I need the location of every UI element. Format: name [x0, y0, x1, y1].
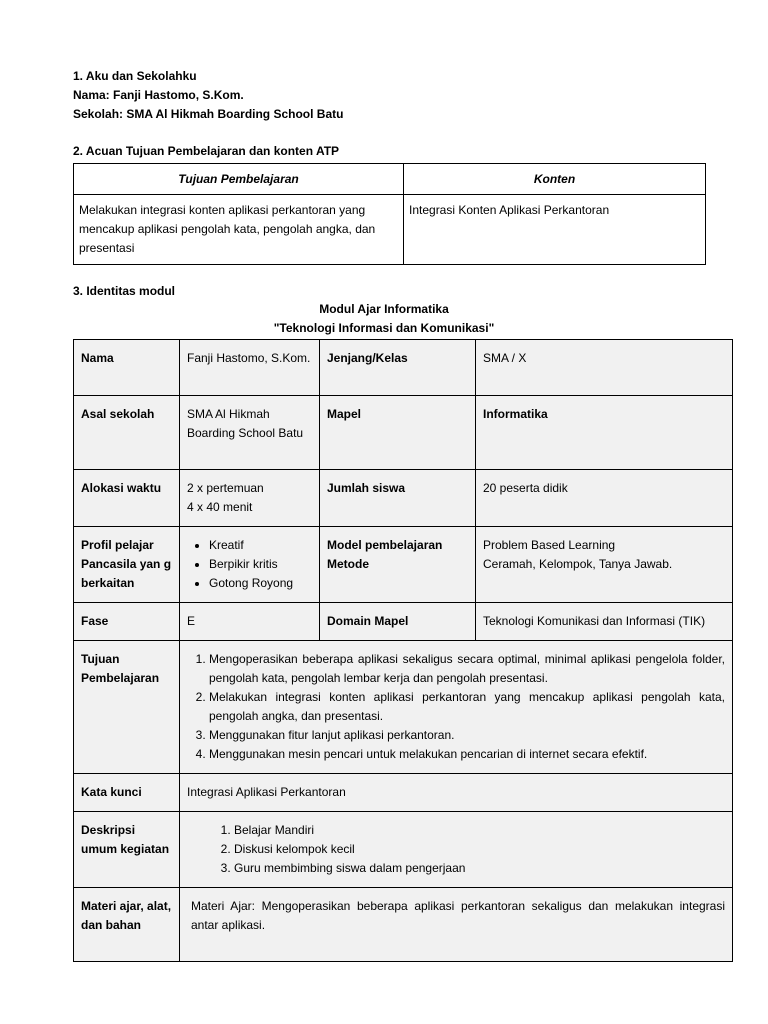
module-subtitle: "Teknologi Informasi dan Komunikasi": [273, 321, 495, 335]
table-row: [74, 527, 733, 603]
alokasi-value: [180, 470, 320, 527]
konten-cell: Integrasi Konten Aplikasi Perkantoran: [404, 195, 706, 265]
jenjang-label: Jenjang/Kelas: [320, 340, 476, 396]
mapel-value: Informatika: [476, 396, 733, 470]
table-row: [74, 641, 733, 774]
list-item: 3. Menggunakan fitur lanjut aplikasi perkantoran.: [209, 726, 725, 745]
domain-value: Teknologi Komunikasi dan Informasi (TIK): [476, 603, 733, 641]
table-row: [74, 774, 733, 812]
asal-label: Asal sekolah: [74, 396, 180, 470]
alokasi-label: Alokasi waktu: [74, 470, 180, 527]
tujuan-list: [187, 650, 725, 764]
fase-value: E: [180, 603, 320, 641]
module-title: Modul Ajar Informatika: [319, 302, 449, 316]
tujuan-cell: Melakukan integrasi konten aplikasi perkantoran yang mencakup aplikasi pengolah kata, pengolah angka, dan presentasi: [74, 195, 404, 265]
kata-value: Integrasi Aplikasi Perkantoran: [180, 774, 733, 812]
profil-list: [187, 536, 312, 593]
mapel-label: Mapel: [320, 396, 476, 470]
deskripsi-list: [187, 821, 725, 878]
model-value: [476, 527, 733, 603]
domain-label: Domain Mapel: [320, 603, 476, 641]
table-row: [74, 888, 733, 962]
jumlah-label: Jumlah siswa: [320, 470, 476, 527]
nama-value: Fanji Hastomo, S.Kom.: [180, 340, 320, 396]
table-row: [74, 470, 733, 527]
alokasi-line2: 4 x 40 menit: [187, 500, 253, 514]
list-item: 3. Guru membimbing siswa dalam pengerjaan: [234, 859, 725, 878]
asal-value: SMA Al Hikmah Boarding School Batu: [180, 396, 320, 470]
list-item: • Kreatif: [209, 536, 312, 555]
model-label: [320, 527, 476, 603]
materi-label: Materi ajar, alat, dan bahan: [74, 888, 180, 962]
list-item: • Berpikir kritis: [209, 555, 312, 574]
list-item: • Gotong Royong: [209, 574, 312, 593]
author-name: Nama: Fanji Hastomo, S.Kom.: [73, 88, 244, 102]
list-item: 1. Belajar Mandiri: [234, 821, 725, 840]
model-label-line1: Model pembelajaran: [327, 538, 443, 552]
deskripsi-value: [180, 812, 733, 888]
table-row: [74, 603, 733, 641]
profil-label: Profil pelajar Pancasila yan g berkaitan: [74, 527, 180, 603]
kata-label: Kata kunci: [74, 774, 180, 812]
fase-label: Fase: [74, 603, 180, 641]
atp-table: [73, 163, 706, 265]
table-row: [74, 340, 733, 396]
identity-table: [73, 339, 733, 962]
alokasi-line1: 2 x pertemuan: [187, 481, 264, 495]
materi-value: Materi Ajar: Mengoperasikan beberapa aplikasi perkantoran sekaligus dan melakukan integrasi antar aplikasi.: [180, 888, 733, 962]
list-item: 2. Diskusi kelompok kecil: [234, 840, 725, 859]
table-row: [74, 812, 733, 888]
nama-label: Nama: [74, 340, 180, 396]
list-item: 2. Melakukan integrasi konten aplikasi perkantoran yang mencakup aplikasi pengolah kata, pengolah angka, dan presentasi.: [209, 688, 725, 726]
profil-value: [180, 527, 320, 603]
section1-heading: 1. Aku dan Sekolahku: [73, 69, 197, 83]
model-label-line2: Metode: [327, 557, 369, 571]
model-value-line2: Ceramah, Kelompok, Tanya Jawab.: [483, 557, 673, 571]
tujuan-header: Tujuan Pembelajaran: [74, 164, 404, 195]
section2-heading: 2. Acuan Tujuan Pembelajaran dan konten ATP: [73, 144, 340, 158]
konten-header: Konten: [404, 164, 706, 195]
section3-heading: 3. Identitas modul: [73, 284, 176, 298]
list-item: 1. Mengoperasikan beberapa aplikasi sekaligus secara optimal, minimal aplikasi pengelola folder, pengolah kata, pengolah lembar kerja dan pengolah presentasi.: [209, 650, 725, 688]
table-row: [74, 396, 733, 470]
model-value-line1: Problem Based Learning: [483, 538, 616, 552]
deskripsi-label: Deskripsi umum kegiatan: [74, 812, 180, 888]
tujuan-value: [180, 641, 733, 774]
list-item: 4. Menggunakan mesin pencari untuk melakukan pencarian di internet secara efektif.: [209, 745, 725, 764]
tujuan-label: Tujuan Pembelajaran: [74, 641, 180, 774]
school-name: Sekolah: SMA Al Hikmah Boarding School Batu: [73, 107, 344, 121]
jumlah-value: 20 peserta didik: [476, 470, 733, 527]
jenjang-value: SMA / X: [476, 340, 733, 396]
